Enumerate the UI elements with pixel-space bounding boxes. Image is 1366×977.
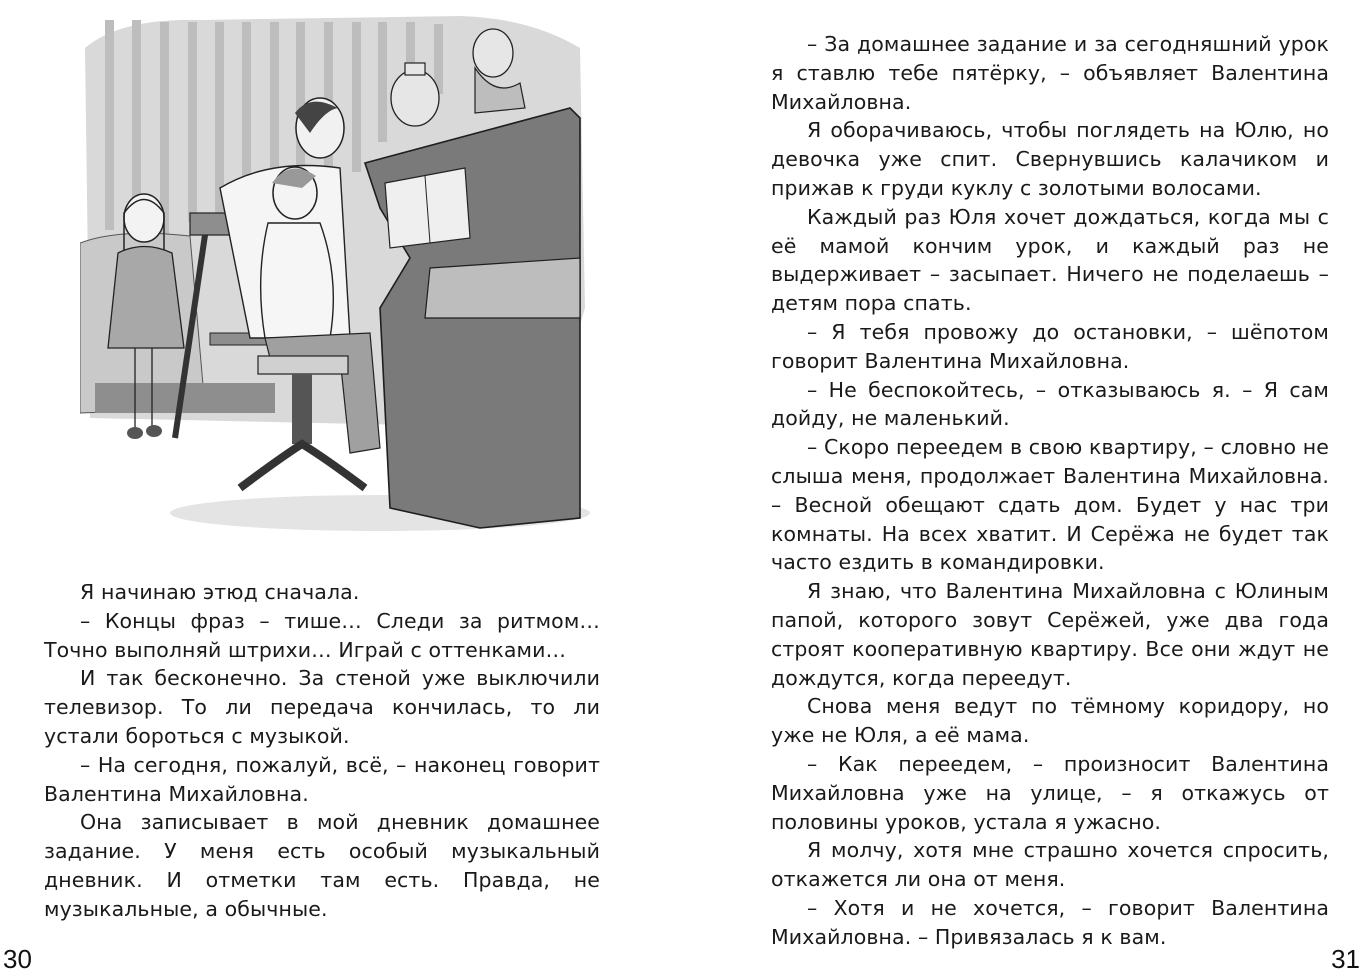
piano-lesson-illustration: [80, 8, 600, 538]
paragraph: – Как переедем, – произносит Валентина Михайловна уже на улице, – я откажусь от половины уроков, устала я ужасно.: [771, 751, 1329, 834]
paragraph: – Хотя и не хочется, – говорит Валентина Михайловна. – Привязалась я к вам.: [771, 895, 1329, 949]
paragraph: Я знаю, что Валентина Михайловна с Юлиным папой, которого зовут Серёжей, уже два года строят кооперативную квартиру. Все они ждут не дождутся, когда переедут.: [771, 579, 1329, 690]
left-page-text: [44, 578, 600, 924]
paragraph: – Концы фраз – тише… Следи за ритмом… Точно выполняй штрихи… Играй с оттенками…: [44, 608, 600, 662]
page-number-right: 31: [1331, 944, 1360, 974]
paragraph: – Скоро переедем в свою квартиру, – словно не слыша меня, продолжает Валентина Михайловна. – Весной обещают сдать дом. Будет у нас три комнаты. На всех хватит. И Серёжа не будет так часто ездить в командировки.: [771, 435, 1329, 575]
page-number-left: 30: [3, 944, 32, 974]
right-page: [683, 0, 1366, 977]
right-page-text: [771, 30, 1329, 952]
paragraph: И так бесконечно. За стеной уже выключили телевизор. То ли передача кончилась, то ли устали бороться с музыкой.: [44, 666, 600, 748]
paragraph: Она записывает в мой дневник домашнее задание. У меня есть особый музыкальный дневник. И отметки там есть. Правда, не музыкальные, а обычные.: [44, 810, 600, 921]
paragraph: Снова меня ведут по тёмному коридору, но уже не Юля, а её мама.: [771, 694, 1329, 748]
paragraph: – На сегодня, пожалуй, всё, – наконец говорит Валентина Михайловна.: [44, 752, 600, 806]
paragraph: Я начинаю этюд сначала.: [80, 580, 360, 604]
paragraph: Я оборачиваюсь, чтобы поглядеть на Юлю, но девочка уже спит. Свернувшись калачиком и прижав к груди куклу с золотыми волосами.: [771, 118, 1329, 200]
paragraph: Каждый раз Юля хочет дождаться, когда мы с её мамой кончим урок, и каждый раз не выдерживает – засыпает. Ничего не поделаешь – детям пора спать.: [771, 204, 1329, 316]
paragraph: – Не беспокойтесь, – отказываюсь я. – Я сам дойду, не маленький.: [771, 377, 1329, 431]
paragraph: Я молчу, хотя мне страшно хочется спросить, откажется ли она от меня.: [771, 838, 1329, 892]
paragraph: – За домашнее задание и за сегодняшний урок я ставлю тебе пятёрку, – объявляет Валентина Михайловна.: [771, 32, 1329, 114]
paragraph: – Я тебя провожу до остановки, – шёпотом говорит Валентина Михайловна.: [771, 319, 1329, 373]
